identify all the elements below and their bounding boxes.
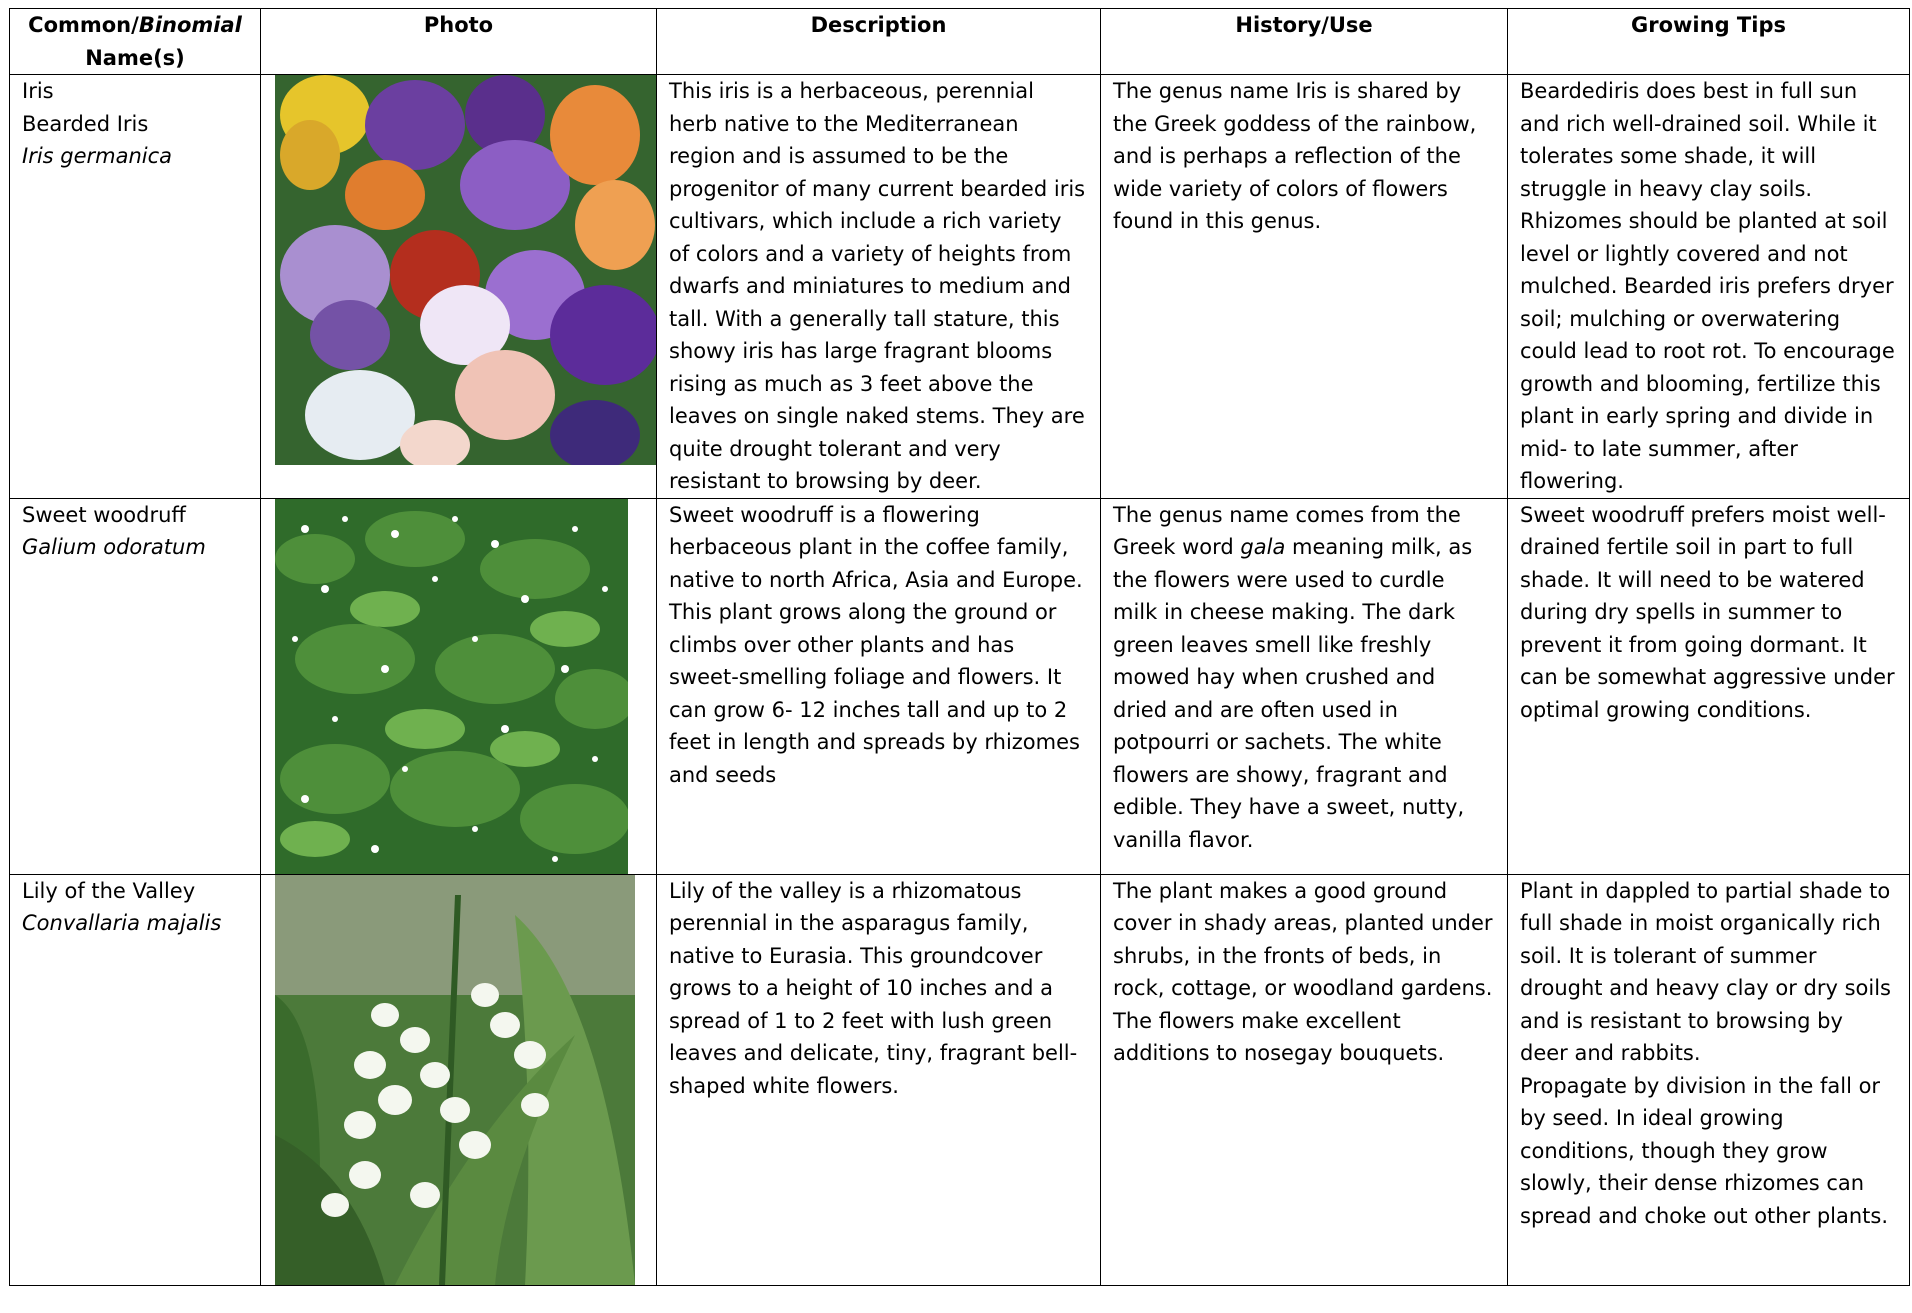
header-description: Description — [657, 9, 1101, 75]
table-row — [10, 75, 1910, 499]
description-cell: This iris is a herbaceous, perennial herb native to the Mediterranean region and is assumed to be the progenitor of many current bearded iris cultivars, which include a rich variety of colors and a variety of heights from dwarfs and miniatures to medium and tall. With a generally tall stature, this showy iris has large fragrant blooms rising as much as 3 feet above the leaves on single naked stems. They are quite drought tolerant and very resistant to browsing by deer. — [657, 75, 1101, 499]
table-row — [10, 498, 1910, 874]
header-row — [10, 9, 1910, 75]
name-cell — [10, 874, 261, 1285]
tips-cell: Sweet woodruff prefers moist well-drained fertile soil in part to full shade. It will need to be watered during dry spells in summer to prevent it from going dormant. It can be somewhat aggressive under optimal growing conditions. — [1508, 498, 1910, 874]
header-name: Common/Binomial Name(s) — [10, 9, 261, 75]
binomial-name: Iris germanica — [22, 144, 173, 168]
plant-table — [9, 8, 1910, 1286]
history-cell: The genus name comes from the Greek word gala meaning milk, as the flowers were used to curdle milk in cheese making. The dark green leaves smell like freshly mowed hay when crushed and dried and are often used in potpourri or sachets. The white flowers are showy, fragrant and edible. They have a sweet, nutty, vanilla flavor. — [1101, 498, 1508, 874]
name-cell — [10, 75, 261, 499]
description-cell: Lily of the valley is a rhizomatous perennial in the asparagus family, native to Eurasia. This groundcover grows to a height of 10 inches and a spread of 1 to 2 feet with lush green leaves and delicate, tiny, fragrant bell-shaped white flowers. — [657, 874, 1101, 1285]
header-tips: Growing Tips — [1508, 9, 1910, 75]
photo-cell — [261, 874, 657, 1285]
common-name: Sweet woodruff — [22, 502, 186, 527]
binomial-name: Convallaria majalis — [22, 911, 222, 935]
common-name: Iris — [22, 79, 54, 103]
photo-cell — [261, 75, 657, 499]
lily-of-the-valley-photo — [275, 875, 635, 1285]
iris-photo — [275, 75, 657, 465]
history-cell: The plant makes a good ground cover in shady areas, planted under shrubs, in the fronts of beds, in rock, cottage, or woodland gardens. The flowers make excellent additions to nosegay bouquets. — [1101, 874, 1508, 1285]
description-cell: Sweet woodruff is a flowering herbaceous plant in the coffee family, native to north Africa, Asia and Europe. This plant grows along the ground or climbs over other plants and has sweet-smelling foliage and flowers. It can grow 6- 12 inches tall and up to 2 feet in length and spreads by rhizomes and seeds — [657, 498, 1101, 874]
history-cell: The genus name Iris is shared by the Greek goddess of the rainbow, and is perhaps a reflection of the wide variety of colors of flowers found in this genus. — [1101, 75, 1508, 499]
name-cell — [10, 498, 261, 874]
header-photo: Photo — [261, 9, 657, 75]
tips-cell — [1508, 874, 1910, 1285]
sweet-woodruff-photo — [275, 499, 628, 874]
photo-cell — [261, 498, 657, 874]
binomial-name: Galium odoratum — [22, 535, 206, 559]
tips-paragraph: Propagate by division in the fall or by seed. In ideal growing conditions, though they grow slowly, their dense rhizomes can spread and choke out other plants. — [1520, 1073, 1889, 1228]
tips-cell: Beardediris does best in full sun and rich well-drained soil. While it tolerates some shade, it will struggle in heavy clay soils. Rhizomes should be planted at soil level or lightly covered and not mulched. Bearded iris prefers dryer soil; mulching or overwatering could lead to root rot. To encourage growth and blooming, fertilize this plant in early spring and divide in mid- to late summer, after flowering. — [1508, 75, 1910, 499]
common-name: Bearded Iris — [22, 111, 149, 136]
common-name: Lily of the Valley — [22, 878, 196, 903]
table-row — [10, 874, 1910, 1285]
tips-paragraph: Plant in dappled to partial shade to full shade in moist organically rich soil. It is tolerant of summer drought and heavy clay or dry soils and is resistant to browsing by deer and rabbits. — [1520, 878, 1891, 1065]
header-history: History/Use — [1101, 9, 1508, 75]
